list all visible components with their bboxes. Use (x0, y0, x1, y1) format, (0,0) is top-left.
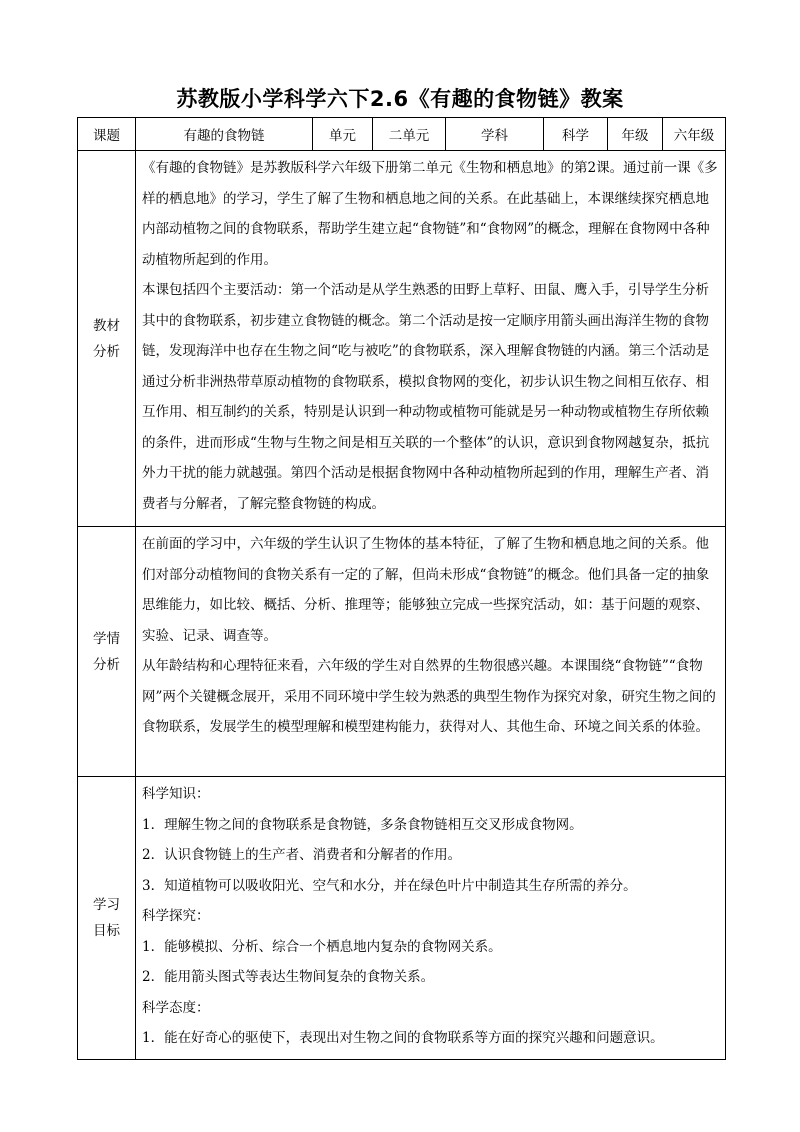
goals-line: 科学态度： (142, 999, 210, 1016)
goals-label-line2: 目标 (93, 923, 120, 939)
label-subject: 学科 (446, 118, 544, 151)
students-label-line2: 分析 (93, 656, 120, 673)
goals-line: 2．能用箭头图式等表达生物间复杂的食物关系。 (142, 969, 435, 985)
goals-line: 1．能在好奇心的驱使下，表现出对生物之间的食物联系等方面的探究兴趣和问题意识。 (142, 1030, 664, 1046)
header-row (78, 118, 726, 151)
material-analysis-label (78, 151, 136, 527)
subject-value: 科学 (544, 118, 608, 151)
material-analysis-content (136, 151, 726, 527)
students-paragraph: 在前面的学习中，六年级的学生认识了生物体的基本特征，了解了生物和栖息地之间的关系。他们对部分动植物间的食物关系有一定的了解，但尚未形成“食物链”的概念。他们具备一定的抽象思维能力，如比较、概括、分析、推理等；能够独立完成一些探究活动，如：基于问题的观察、实验、记录、调查等。 (142, 536, 710, 644)
lesson-plan-table (77, 117, 726, 1060)
label-unit: 单元 (313, 118, 373, 151)
label-topic: 课题 (78, 118, 136, 151)
label-grade: 年级 (608, 118, 663, 151)
learning-goals-row (78, 777, 726, 1060)
material-label-line2: 分析 (93, 343, 120, 360)
students-paragraph: 从年龄结构和心理特征来看，六年级的学生对自然界的生物很感兴趣。本课围绕“食物链”“食物网”两个关键概念展开，采用不同环境中学生较为熟悉的典型生物作为探究对象，研究生物之间的食物联系，发展学生的模型理解和模型建构能力，获得对人、其他生命、环境之间关系的体验。 (142, 658, 716, 735)
material-paragraph: 《有趣的食物链》是苏教版科学六年级下册第二单元《生物和栖息地》的第2课。通过前一课《多样的栖息地》的学习，学生了解了生物和栖息地之间的关系。在此基础上，本课继续探究栖息地内部动植物之间的食物联系，帮助学生建立起“食物链”和“食物网”的概念，理解在食物网中各种动植物所起到的作用。 (142, 160, 718, 268)
goals-line: 1．理解生物之间的食物联系是食物链，多条食物链相互交叉形成食物网。 (142, 816, 583, 833)
goals-line: 3．知道植物可以吸收阳光、空气和水分，并在绿色叶片中制造其生存所需的养分。 (142, 877, 637, 894)
learning-goals-label (78, 777, 136, 1060)
goals-line: 科学探究： (142, 908, 210, 924)
topic-value: 有趣的食物链 (136, 118, 313, 151)
material-label-line1: 教材 (93, 317, 120, 334)
student-analysis-row (78, 527, 726, 777)
goals-line: 1．能够模拟、分析、综合一个栖息地内复杂的食物网关系。 (142, 938, 502, 955)
document-title: 苏教版小学科学六下2.6《有趣的食物链》教案 (176, 87, 624, 111)
student-analysis-content (136, 527, 726, 777)
goals-line: 科学知识： (142, 786, 210, 802)
grade-value: 六年级 (663, 118, 726, 151)
goals-line: 2．认识食物链上的生产者、消费者和分解者的作用。 (142, 847, 462, 863)
learning-goals-content (136, 777, 726, 1060)
students-label-line1: 学情 (93, 630, 120, 647)
goals-label-line1: 学习 (93, 897, 120, 913)
material-analysis-row (78, 151, 726, 527)
unit-value: 二单元 (373, 118, 446, 151)
student-analysis-label (78, 527, 136, 777)
material-paragraph: 本课包括四个主要活动：第一个活动是从学生熟悉的田野上草籽、田鼠、鹰入手，引导学生分析其中的食物联系，初步建立食物链的概念。第二个活动是按一定顺序用箭头画出海洋生物的食物链，发现海洋中也存在生物之间“吃与被吃”的食物联系，深入理解食物链的内涵。第三个活动是通过分析非洲热带草原动植物的食物联系，模拟食物网的变化，初步认识生物之间相互依存、相互作用、相互制约的关系，特别是认识到一种动物或植物可能就是另一种动物或植物生存所依赖的条件，进而形成“生物与生物之间是相互关联的一个整体”的认识，意识到食物网越复杂，抵抗外力干扰的能力就越强。第四个活动是根据食物网中各种动植物所起到的作用，理解生产者、消费者与分解者，了解完整食物链的构成。 (142, 282, 710, 512)
